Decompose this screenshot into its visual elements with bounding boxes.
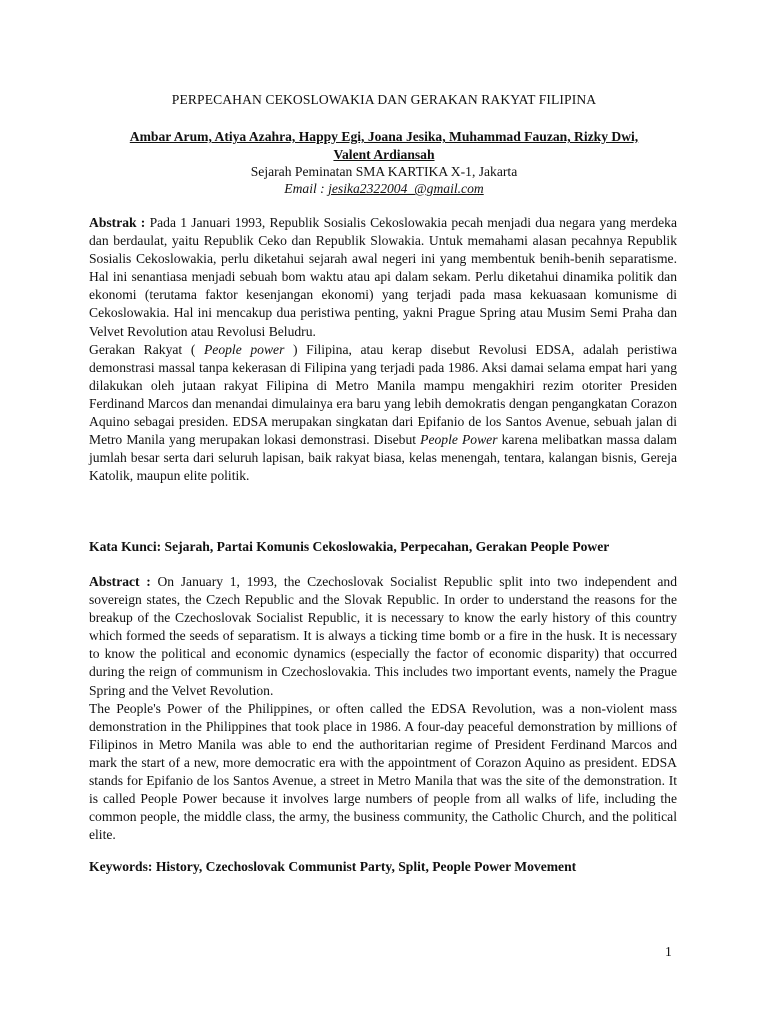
email-link[interactable]: jesika2322004_@gmail.com <box>328 181 484 196</box>
kata-kunci: Kata Kunci: Sejarah, Partai Komunis Cekoslowakia, Perpecahan, Gerakan People Power <box>89 539 610 554</box>
abstract-paragraph-1 <box>89 573 677 700</box>
abstract-text-1: On January 1, 1993, the Czechoslovak Socialist Republic split into two independent and sovereign states, the Czech Republic and the Slovak Republic. In order to understand the reasons for the breakup of the Czechoslovak Socialist Republic, it is necessary to know the early history of this country which formed the seeds of separatism. It is always a ticking time bomb or a fire in the husk. It is necessary to know the political and economic dynamics (especially the factor of economic disparity) that occurred during the reign of communism in Czechoslovakia. This includes two important events, namely the Prague Spring and the Velvet Revolution. <box>89 574 677 698</box>
authors-line-2: Valent Ardiansah <box>333 146 435 162</box>
abstrak-emphasis-2: People Power <box>420 432 498 448</box>
abstrak-emphasis-1: People power <box>204 341 285 357</box>
page-number: 1 <box>665 944 672 959</box>
keywords: Keywords: History, Czechoslovak Communist Party, Split, People Power Movement <box>89 859 577 874</box>
abstrak-paragraph-1 <box>89 214 677 341</box>
abstrak-text-2b: ) Filipina, atau kerap disebut Revolusi EDSA, adalah peristiwa demonstrasi massal tanpa kekerasan di Filipina yang terjadi pada 1986. Aksi damai selama empat hari yang dilakukan oleh jutaan rakyat Filipina di Metro Manila mampu mengakhiri rezim otoriter Presiden Ferdinand Marcos dan menandai dimulainya era baru yang lebih demokratis dengan pengangkatan Corazon Aquino sebagai presiden. EDSA merupakan singkatan dari Epifanio de los Santos Avenue, sebuah jalan di Metro Manila yang merupakan lokasi demonstrasi. Disebut <box>89 341 678 448</box>
affiliation: Sejarah Peminatan SMA KARTIKA X-1, Jakarta <box>250 164 518 179</box>
abstrak-text-1: Pada 1 Januari 1993, Republik Sosialis Cekoslowakia pecah menjadi dua negara yang merdeka dan berdaulat, yaitu Republik Ceko dan Republik Slowakia. Untuk memahami alasan pecahnya Republik Sosialis Cekoslowakia, perlu diketahui sejarah awal negeri ini yang membentuk benih-benih separatisme. Hal ini senantiasa menjadi sebuah bom waktu atau api dalam sekam. Perlu diketahui dinamika politik dan ekonomi (terutama faktor kesenjangan ekonomi) yang terjadi pada masa kekuasaan komunisme di Cekoslowakia. Hal ini mencakup dua peristiwa penting, yakni Prague Spring atau Musim Semi Praha dan Velvet Revolution atau Revolusi Beludru. <box>89 215 677 339</box>
abstract-label: Abstract : <box>89 574 158 589</box>
abstrak-section <box>89 214 677 485</box>
abstrak-paragraph-2 <box>89 341 677 486</box>
email-line <box>0 181 768 197</box>
paper-title: PERPECAHAN CEKOSLOWAKIA DAN GERAKAN RAKYAT FILIPINA <box>171 92 597 107</box>
email-label: Email : <box>284 181 329 196</box>
author-list <box>0 128 768 163</box>
abstrak-text-2a: Gerakan Rakyat ( <box>89 341 204 357</box>
abstract-paragraph-2: The People's Power of the Philippines, or often called the EDSA Revolution, was a non-violent mass demonstration in the Philippines that took place in 1986. A four-day peaceful demonstration by millions of Filipinos in Metro Manila was able to end the authoritarian regime of President Ferdinand Marcos and mark the start of a new, more democratic era with the appointment of Corazon Aquino as president. EDSA stands for Epifanio de los Santos Avenue, a street in Metro Manila that was the site of the demonstration. It is called People Power because it involves large numbers of people from all walks of life, including the common people, the middle class, the army, the business community, the Catholic Church, and the political elite. <box>89 700 677 843</box>
abstract-section <box>89 573 677 844</box>
authors-line-1: Ambar Arum, Atiya Azahra, Happy Egi, Joana Jesika, Muhammad Fauzan, Rizky Dwi, <box>129 129 639 144</box>
abstrak-label: Abstrak : <box>89 215 150 230</box>
abstrak-text-2c: karena melibatkan massa dalam jumlah besar serta dari seluruh lapisan, baik rakyat biasa, kelas menengah, tentara, kalangan bisnis, Gereja Katolik, maupun elite politik. <box>89 432 677 484</box>
